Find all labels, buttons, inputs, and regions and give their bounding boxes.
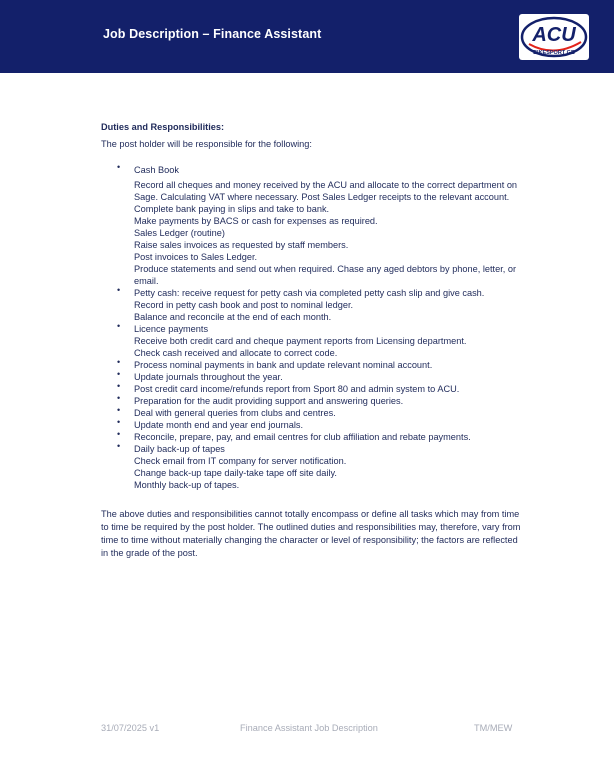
duty-title: Petty cash: receive request for petty cash via completed petty cash slip and give cash. xyxy=(134,288,485,298)
duty-title: Update month end and year end journals. xyxy=(134,420,304,430)
intro-text: The post holder will be responsible for the following: xyxy=(101,139,312,149)
duty-detail-line: Check email from IT company for server notification. xyxy=(134,456,347,466)
duty-detail-line: Complete bank paying in slips and take to bank. xyxy=(134,204,330,214)
bullet-marker: • xyxy=(117,393,121,403)
bullet-marker: • xyxy=(117,162,121,172)
duty-title: Update journals throughout the year. xyxy=(134,372,283,382)
duty-detail-line: Record in petty cash book and post to nominal ledger. xyxy=(134,300,354,310)
duty-item xyxy=(101,383,521,395)
duty-item xyxy=(101,359,521,371)
duty-title: Daily back-up of tapes xyxy=(134,444,225,454)
bullet-marker: • xyxy=(117,429,121,439)
duty-title: Cash Book xyxy=(134,165,179,175)
bullet-marker: • xyxy=(117,405,121,415)
bullet-marker: • xyxy=(117,417,121,427)
duty-item xyxy=(101,323,521,359)
duty-item xyxy=(101,371,521,383)
bullet-marker: • xyxy=(117,441,121,451)
duties-list xyxy=(101,164,521,491)
footer-document-name: Finance Assistant Job Description xyxy=(240,723,378,733)
duty-title: Reconcile, prepare, pay, and email centres for club affiliation and rebate payments. xyxy=(134,432,471,442)
duty-item xyxy=(101,443,521,491)
acu-logo xyxy=(519,14,589,60)
duty-detail-line: Produce statements and send out when required. Chase any aged debtors by phone, letter, or email. xyxy=(134,264,517,286)
duty-detail-line: Raise sales invoices as requested by staff members. xyxy=(134,240,349,250)
duty-detail-line: Change back-up tape daily-take tape off site daily. xyxy=(134,468,337,478)
duty-title: Post credit card income/refunds report from Sport 80 and admin system to ACU. xyxy=(134,384,460,394)
acu-logo-graphic xyxy=(519,14,589,60)
bullet-marker: • xyxy=(117,285,121,295)
duty-item xyxy=(101,164,521,287)
duty-detail-line: Sales Ledger (routine) xyxy=(134,228,225,238)
duty-title: Deal with general queries from clubs and centres. xyxy=(134,408,336,418)
bullet-marker: • xyxy=(117,369,121,379)
bullet-marker: • xyxy=(117,381,121,391)
document-body xyxy=(101,121,521,560)
duty-item xyxy=(101,395,521,407)
duty-item xyxy=(101,287,521,323)
duty-detail-line: Receive both credit card and cheque payment reports from Licensing department. xyxy=(134,336,467,346)
section-heading: Duties and Responsibilities: xyxy=(101,122,225,132)
duty-detail-line: Make payments by BACS or cash for expenses as required. xyxy=(134,216,378,226)
page-header xyxy=(0,0,614,73)
duty-item xyxy=(101,431,521,443)
duty-detail-line: Record all cheques and money received by the ACU and allocate to the correct department on Sage. Calculating VAT where necessary. Post Sales Ledger receipts to the relevant account. xyxy=(134,180,518,202)
duty-detail-line: Balance and reconcile at the end of each month. xyxy=(134,312,332,322)
duty-item xyxy=(101,419,521,431)
logo-main-text: ACU xyxy=(532,24,576,46)
duty-item xyxy=(101,407,521,419)
document-title: Job Description – Finance Assistant xyxy=(103,27,322,41)
duty-title: Preparation for the audit providing support and answering queries. xyxy=(134,396,404,406)
bullet-marker: • xyxy=(117,321,121,331)
footer-initials: TM/MEW xyxy=(474,723,513,733)
closing-paragraph: The above duties and responsibilities cannot totally encompass or define all tasks which may from time to time be required by the post holder. The outlined duties and responsibilities may, therefore, vary from time to time without materially changing the character or level of responsibility; the factors are reflected in the grade of the post. xyxy=(101,509,521,558)
bullet-marker: • xyxy=(117,357,121,367)
duty-title: Licence payments xyxy=(134,324,209,334)
duty-detail-line: Monthly back-up of tapes. xyxy=(134,480,240,490)
duty-detail-line: Check cash received and allocate to correct code. xyxy=(134,348,338,358)
logo-sub-text: BIKESPORT GB xyxy=(533,50,575,56)
duty-title: Process nominal payments in bank and update relevant nominal account. xyxy=(134,360,433,370)
footer-date-version: 31/07/2025 v1 xyxy=(101,723,160,733)
duty-detail-line: Post invoices to Sales Ledger. xyxy=(134,252,258,262)
